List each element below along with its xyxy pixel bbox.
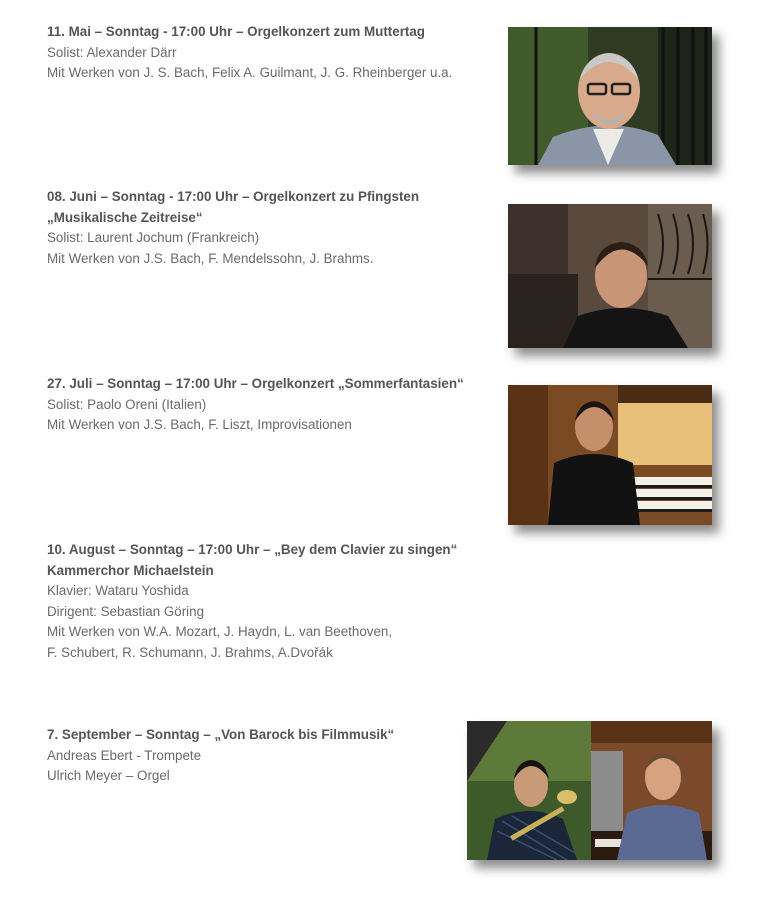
soloist-photo-alexander-daerr	[508, 27, 712, 165]
event-pfingsten	[47, 187, 487, 269]
soloist-photo-laurent-jochum	[508, 204, 712, 348]
event-soloist: Solist: Laurent Jochum (Frankreich)	[47, 230, 260, 245]
event-title: 10. August – Sonntag – 17:00 Uhr – „Bey dem Clavier zu singen“	[47, 542, 458, 557]
event-works: Mit Werken von J.S. Bach, F. Liszt, Improvisationen	[47, 417, 352, 432]
event-title: 27. Juli – Sonntag – 17:00 Uhr – Orgelkonzert „Sommerfantasien“	[47, 376, 464, 391]
event-ensemble: Kammerchor Michaelstein	[47, 562, 214, 578]
event-works-continued: F. Schubert, R. Schumann, J. Brahms, A.Dvořák	[47, 644, 333, 660]
event-sommerfantasien	[47, 374, 487, 436]
event-title: 7. September – Sonntag – „Von Barock bis Filmmusik“	[47, 727, 395, 742]
event-pianist: Klavier: Wataru Yoshida	[47, 583, 189, 598]
soloist-photo-paolo-oreni	[508, 385, 712, 525]
event-works: Mit Werken von W.A. Mozart, J. Haydn, L. van Beethoven,	[47, 624, 393, 639]
performers-photo-ebert-meyer	[467, 721, 712, 860]
event-works: Mit Werken von J.S. Bach, F. Mendelssohn, J. Brahms.	[47, 250, 374, 266]
event-bey-dem-clavier	[47, 540, 487, 663]
event-title: 08. Juni – Sonntag - 17:00 Uhr – Orgelkonzert zu Pfingsten	[47, 189, 420, 204]
event-organist: Ulrich Meyer – Orgel	[47, 768, 170, 783]
event-conductor: Dirigent: Sebastian Göring	[47, 603, 205, 619]
event-soloist: Solist: Paolo Oreni (Italien)	[47, 396, 207, 412]
event-works: Mit Werken von J. S. Bach, Felix A. Guilmant, J. G. Rheinberger u.a.	[47, 65, 453, 80]
event-trumpeter: Andreas Ebert - Trompete	[47, 747, 202, 763]
event-subtitle: „Musikalische Zeitreise“	[47, 209, 203, 225]
event-title: 11. Mai – Sonntag - 17:00 Uhr – Orgelkonzert zum Muttertag	[47, 24, 425, 39]
event-muttertag	[47, 22, 487, 84]
event-soloist: Solist: Alexander Därr	[47, 44, 177, 60]
event-barock-bis-filmmusik	[47, 725, 487, 787]
